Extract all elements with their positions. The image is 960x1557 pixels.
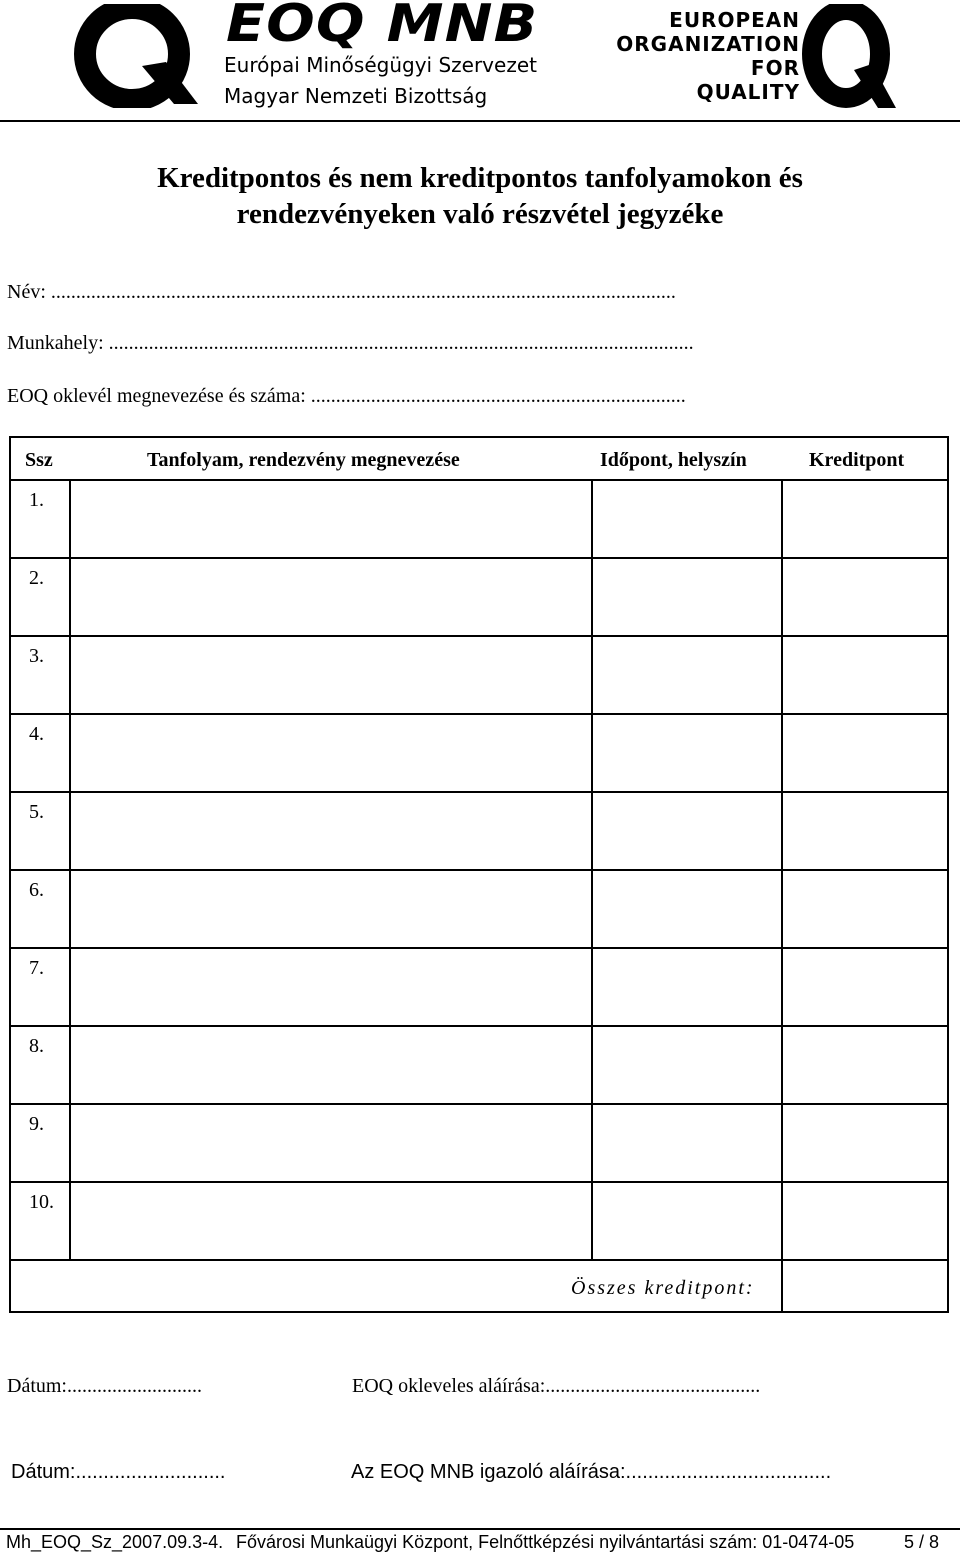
row-number: 3. (29, 645, 44, 667)
name-field[interactable]: Név: ............................................................................................................................. (7, 281, 676, 303)
table-rule (11, 947, 947, 949)
holder-signature-field[interactable]: EOQ okleveles aláírása:........................................... (352, 1375, 761, 1397)
row-number: 9. (29, 1113, 44, 1135)
table-rule (11, 635, 947, 637)
table-rule (11, 791, 947, 793)
table-rule (591, 479, 593, 1259)
row-number: 4. (29, 723, 44, 745)
workplace-field[interactable]: Munkahely: ..................................................................................................................... (7, 332, 694, 354)
courses-table (9, 436, 949, 1313)
footer-rule (0, 1528, 960, 1530)
row-number: 8. (29, 1035, 44, 1057)
table-rule (781, 479, 783, 1311)
eoq-line: FOR (750, 56, 800, 80)
total-credits-label: Összes kreditpont: (571, 1277, 755, 1299)
col-header-course: Tanfolyam, rendezvény megnevezése (147, 449, 460, 471)
eoq-wordmark (566, 8, 800, 104)
q-logo-icon (72, 4, 202, 108)
certificate-field[interactable]: EOQ oklevél megnevezése és száma: ........................................................................... (7, 385, 686, 407)
brand-subtitle: Európai Minőségügyi Szervezet (224, 53, 537, 77)
row-number: 5. (29, 801, 44, 823)
title-line: rendezvényeken való részvétel jegyzéke (236, 198, 724, 230)
row-number: 1. (29, 489, 44, 511)
footer-registry: Fővárosi Munkaügyi Központ, Felnőttképzési nyilvántartási szám: 01-0474-05 (236, 1532, 855, 1552)
row-number: 6. (29, 879, 44, 901)
page-title (0, 160, 960, 232)
col-header-credit: Kreditpont (809, 449, 905, 471)
page-number: 5 / 8 (904, 1532, 940, 1552)
table-rule (69, 479, 71, 1259)
table-rule (11, 1259, 947, 1261)
table-rule (11, 479, 947, 481)
row-number: 7. (29, 957, 44, 979)
date-field[interactable]: Dátum:........................... (7, 1375, 202, 1397)
title-line: Kreditpontos és nem kreditpontos tanfolyamokon és (157, 162, 803, 194)
letterhead (0, 0, 960, 122)
table-rule (11, 869, 947, 871)
table-rule (11, 1103, 947, 1105)
date-field-2[interactable]: Dátum:........................... (11, 1461, 226, 1483)
col-header-time-place: Időpont, helyszín (600, 449, 747, 471)
footer-doc-id: Mh_EOQ_Sz_2007.09.3-4. (6, 1532, 224, 1552)
q-logo-icon (800, 4, 900, 112)
header-rule (0, 120, 960, 122)
brand-name: EOQ MNB (226, 0, 539, 54)
table-rule (11, 1025, 947, 1027)
eoq-line: QUALITY (696, 80, 800, 104)
eoq-line: ORGANIZATION (616, 32, 800, 56)
col-header-ssz: Ssz (25, 449, 53, 471)
verifier-signature-field[interactable]: Az EOQ MNB igazoló aláírása:..................................... (351, 1461, 832, 1483)
table-rule (11, 713, 947, 715)
eoq-line: EUROPEAN (669, 8, 800, 32)
row-number: 10. (29, 1191, 54, 1213)
brand-subtitle-2: Magyar Nemzeti Bizottság (224, 84, 488, 108)
table-rule (11, 1181, 947, 1183)
row-number: 2. (29, 567, 44, 589)
table-rule (11, 557, 947, 559)
